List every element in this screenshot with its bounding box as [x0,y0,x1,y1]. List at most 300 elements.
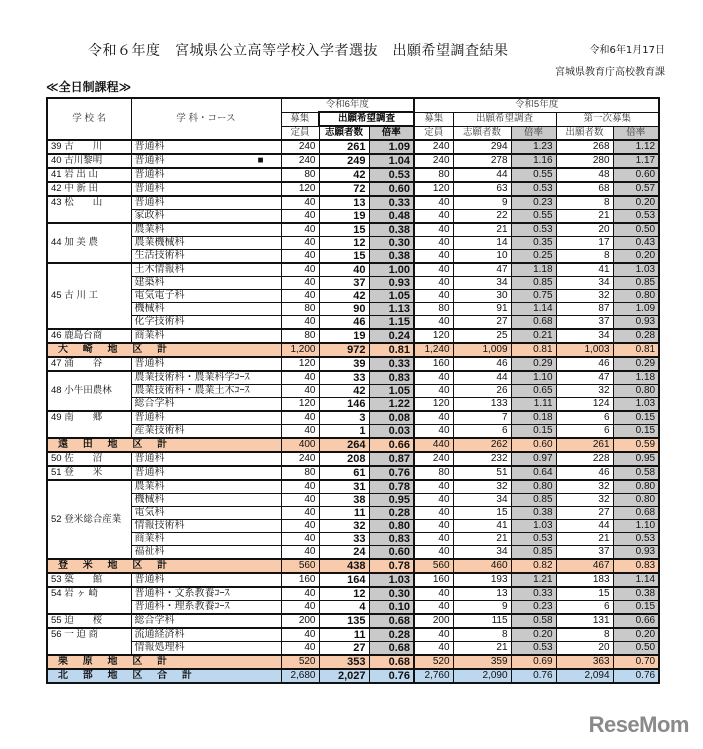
r6-ratio: 0.10 [369,601,414,615]
r6-capacity: 240 [281,452,319,466]
r5-first-ratio: 0.80 [613,494,659,507]
r6-capacity: 2,680 [281,669,319,683]
r5-first-applicants: 6 [556,411,613,425]
course-name: 農業技術科・農業土木ｺｰｽ [131,385,281,398]
r5-first-applicants: 37 [556,546,613,560]
r6-capacity: 120 [281,357,319,371]
r6-ratio: 0.60 [369,182,414,196]
r5-first-applicants: 8 [556,250,613,264]
r5-ratio: 0.64 [511,466,556,480]
r5-capacity: 40 [414,546,453,560]
table-row [47,494,659,507]
r5-ratio: 0.55 [511,210,556,224]
table-row [47,533,659,546]
school-name: 54 岩 ヶ 崎 [47,587,131,614]
r5-ratio: 0.21 [511,329,556,343]
r6-ratio: 0.24 [369,329,414,343]
r6-ratio: 0.78 [369,480,414,494]
r6-applicants: 72 [319,182,369,196]
r6-applicants: 208 [319,452,369,466]
r6-capacity: 40 [281,371,319,385]
r5-first-applicants: 68 [556,182,613,196]
r5-first-ratio: 0.95 [613,452,659,466]
course-name: 普通科 [131,182,281,196]
r5-first-ratio: 0.70 [613,655,659,669]
r5-applicants: 15 [453,507,511,520]
course-name: 土木情報科 [131,263,281,277]
subtotal-row [47,438,659,452]
r5-ratio: 0.80 [511,480,556,494]
header-capacity: 募集 [414,112,453,126]
r6-applicants: 13 [319,196,369,210]
r5-ratio: 0.15 [511,425,556,439]
r5-applicants: 91 [453,303,511,316]
r5-first-applicants: 44 [556,520,613,533]
school-name: 53 築 館 [47,573,131,587]
page-title: 令和６年度 宮城県公立高等学校入学者選抜 出願希望調査結果 [88,43,509,59]
r6-applicants: 264 [319,438,369,452]
r5-applicants: 34 [453,277,511,290]
r5-first-ratio: 0.15 [613,601,659,615]
r6-ratio: 0.48 [369,210,414,224]
r5-applicants: 10 [453,250,511,264]
table-row [47,140,659,154]
table-row [47,371,659,385]
r5-applicants: 51 [453,466,511,480]
r5-first-ratio: 1.17 [613,154,659,168]
r5-first-applicants: 17 [556,237,613,250]
r5-ratio: 0.75 [511,290,556,303]
r6-applicants: 2,027 [319,669,369,683]
r5-applicants: 7 [453,411,511,425]
r5-first-ratio: 0.50 [613,223,659,237]
school-name: 44 加 美 農 [47,223,131,263]
r6-capacity: 40 [281,546,319,560]
r5-first-applicants: 363 [556,655,613,669]
r5-applicants: 63 [453,182,511,196]
r5-first-ratio: 0.81 [613,343,659,357]
r5-first-ratio: 0.60 [613,168,659,182]
r6-ratio: 0.80 [369,520,414,533]
table-row [47,210,659,224]
r5-first-applicants: 87 [556,303,613,316]
r5-capacity: 520 [414,655,453,669]
r6-capacity: 40 [281,250,319,264]
r5-first-ratio: 0.28 [613,329,659,343]
school-name: 55 迫 桜 [47,614,131,628]
r5-capacity: 240 [414,140,453,154]
header-capacity-sub: 定員 [281,126,319,140]
course-name: 家政科 [131,210,281,224]
section-label: ≪全日制課程≫ [46,80,132,94]
table-row [47,507,659,520]
r5-first-applicants: 280 [556,154,613,168]
r5-first-ratio: 0.29 [613,357,659,371]
r5-ratio: 0.20 [511,628,556,642]
course-name: ■ 普通科 [131,154,281,168]
subtotal-row [47,559,659,573]
r5-ratio: 1.11 [511,398,556,412]
r5-first-applicants: 124 [556,398,613,412]
r6-applicants: 33 [319,533,369,546]
table-row [47,182,659,196]
course-name: 総合学科 [131,398,281,412]
course-name: 普通科 [131,140,281,154]
r5-first-applicants: 183 [556,573,613,587]
r5-capacity: 440 [414,438,453,452]
r5-ratio: 0.53 [511,223,556,237]
course-name: 商業科 [131,533,281,546]
r6-ratio: 0.76 [369,669,414,683]
r5-capacity: 40 [414,533,453,546]
r5-ratio: 0.53 [511,533,556,546]
table-row [47,250,659,264]
table-row [47,277,659,290]
r5-capacity: 40 [414,480,453,494]
r6-ratio: 0.68 [369,655,414,669]
r5-capacity: 40 [414,371,453,385]
r6-applicants: 19 [319,329,369,343]
r5-capacity: 120 [414,182,453,196]
r6-capacity: 200 [281,614,319,628]
school-name: 51 登 米 [47,466,131,480]
r5-applicants: 13 [453,587,511,601]
r6-applicants: 438 [319,559,369,573]
r6-applicants: 31 [319,480,369,494]
r5-applicants: 14 [453,237,511,250]
course-name: 機械科 [131,303,281,316]
course-name: 総合学科 [131,614,281,628]
r6-ratio: 1.05 [369,290,414,303]
r5-ratio: 0.81 [511,343,556,357]
r6-capacity: 40 [281,533,319,546]
r5-first-ratio: 0.85 [613,277,659,290]
r5-applicants: 9 [453,601,511,615]
r5-first-applicants: 21 [556,533,613,546]
r5-first-applicants: 131 [556,614,613,628]
r6-applicants: 146 [319,398,369,412]
r5-first-applicants: 37 [556,316,613,330]
r6-capacity: 560 [281,559,319,573]
r5-applicants: 6 [453,425,511,439]
r5-applicants: 26 [453,385,511,398]
r5-first-applicants: 46 [556,357,613,371]
r6-ratio: 1.00 [369,263,414,277]
header-course: 学 科・コース [131,98,281,140]
r5-first-ratio: 0.20 [613,250,659,264]
school-name: 40 古川黎明 [47,154,131,168]
r5-applicants: 21 [453,642,511,656]
r6-applicants: 37 [319,277,369,290]
r6-ratio: 0.93 [369,277,414,290]
r5-ratio: 0.55 [511,168,556,182]
header-r5-first: 第一次募集 [556,112,659,126]
r6-ratio: 1.13 [369,303,414,316]
r5-capacity: 40 [414,223,453,237]
r6-ratio: 0.78 [369,559,414,573]
r5-capacity: 80 [414,466,453,480]
course-name: 農業技術科・農業科学ｺｰｽ [131,371,281,385]
r5-first-applicants: 20 [556,223,613,237]
r5-ratio: 0.65 [511,385,556,398]
table-row [47,614,659,628]
course-name: 商業科 [131,329,281,343]
r6-ratio: 0.28 [369,507,414,520]
r6-ratio: 0.87 [369,452,414,466]
r5-applicants: 278 [453,154,511,168]
r6-ratio: 0.95 [369,494,414,507]
r5-ratio: 0.18 [511,411,556,425]
total-label: 北 部 地 区 合 計 [47,669,281,683]
r5-capacity: 40 [414,210,453,224]
r5-capacity: 40 [414,385,453,398]
r6-applicants: 135 [319,614,369,628]
course-name: 普通科 [131,466,281,480]
table-row [47,480,659,494]
header-applicants: 志願者数 [453,126,511,140]
r5-capacity: 560 [414,559,453,573]
table-row [47,520,659,533]
r5-applicants: 21 [453,533,511,546]
r5-first-applicants: 6 [556,601,613,615]
school-name: 49 南 郷 [47,411,131,438]
r5-first-ratio: 0.80 [613,290,659,303]
subtotal-label: 遠 田 地 区 計 [47,438,281,452]
r5-first-ratio: 0.20 [613,196,659,210]
header-capacity: 募集 [281,112,319,126]
r5-first-ratio: 0.53 [613,533,659,546]
r6-capacity: 40 [281,290,319,303]
r6-ratio: 0.60 [369,546,414,560]
r5-applicants: 21 [453,223,511,237]
r6-capacity: 40 [281,494,319,507]
course-name: 普通科 [131,411,281,425]
header-ratio: 倍率 [613,126,659,140]
r5-first-ratio: 0.43 [613,237,659,250]
r5-first-ratio: 1.12 [613,140,659,154]
r5-ratio: 0.23 [511,601,556,615]
total-row [47,669,659,683]
r5-ratio: 0.25 [511,250,556,264]
r5-first-ratio: 0.15 [613,425,659,439]
r5-first-ratio: 0.83 [613,559,659,573]
r5-first-ratio: 1.18 [613,371,659,385]
r6-capacity: 520 [281,655,319,669]
r6-ratio: 0.81 [369,343,414,357]
r5-ratio: 0.38 [511,507,556,520]
subtotal-label: 登 米 地 区 計 [47,559,281,573]
r6-capacity: 80 [281,168,319,182]
r5-first-ratio: 0.53 [613,210,659,224]
department: 宮城県教育庁高校教育課 [555,67,665,78]
course-name: 農業機械科 [131,237,281,250]
marker-icon: ■ [257,155,264,166]
header-r5-survey: 出願希望調査 [453,112,556,126]
r5-capacity: 120 [414,398,453,412]
r5-applicants: 30 [453,290,511,303]
resemom-logo: ReseMom [588,712,689,737]
r6-capacity: 40 [281,601,319,615]
school-name: 43 松 山 [47,196,131,223]
r5-ratio: 0.53 [511,182,556,196]
r6-capacity: 240 [281,154,319,168]
r5-first-ratio: 0.20 [613,628,659,642]
r6-ratio: 0.08 [369,411,414,425]
r5-first-ratio: 0.57 [613,182,659,196]
r6-applicants: 42 [319,385,369,398]
r5-applicants: 41 [453,520,511,533]
school-name: 39 古 川 [47,140,131,154]
r6-ratio: 0.30 [369,237,414,250]
r6-ratio: 1.22 [369,398,414,412]
r6-applicants: 12 [319,237,369,250]
r5-capacity: 40 [414,507,453,520]
r5-first-ratio: 0.59 [613,438,659,452]
course-name: 流通経済科 [131,628,281,642]
r5-capacity: 80 [414,168,453,182]
r5-ratio: 1.18 [511,263,556,277]
r6-ratio: 0.38 [369,223,414,237]
r5-first-ratio: 0.50 [613,642,659,656]
r5-capacity: 160 [414,573,453,587]
course-name: 普通科 [131,452,281,466]
r6-capacity: 40 [281,587,319,601]
r5-capacity: 40 [414,237,453,250]
r5-capacity: 40 [414,642,453,656]
r6-applicants: 42 [319,168,369,182]
table-row [47,587,659,601]
table-row [47,196,659,210]
r6-applicants: 38 [319,494,369,507]
r5-applicants: 47 [453,263,511,277]
r5-first-ratio: 0.93 [613,546,659,560]
r5-first-applicants: 467 [556,559,613,573]
table-row [47,628,659,642]
table-row [47,411,659,425]
r5-ratio: 0.68 [511,316,556,330]
r5-applicants: 27 [453,316,511,330]
r6-capacity: 40 [281,223,319,237]
r5-first-applicants: 48 [556,168,613,182]
r5-first-ratio: 0.80 [613,480,659,494]
r5-ratio: 0.53 [511,642,556,656]
r5-capacity: 80 [414,303,453,316]
r6-capacity: 40 [281,480,319,494]
r6-capacity: 80 [281,329,319,343]
r5-first-ratio: 0.93 [613,316,659,330]
table-row [47,452,659,466]
r5-capacity: 240 [414,452,453,466]
r5-first-applicants: 47 [556,371,613,385]
r5-ratio: 0.29 [511,357,556,371]
r6-applicants: 32 [319,520,369,533]
header-r5: 令和5年度 [414,98,659,112]
r6-ratio: 0.30 [369,587,414,601]
r5-first-applicants: 2,094 [556,669,613,683]
r5-first-applicants: 228 [556,452,613,466]
r6-ratio: 1.04 [369,154,414,168]
course-name: 電気科 [131,507,281,520]
table-row [47,237,659,250]
r5-ratio: 1.14 [511,303,556,316]
r6-applicants: 1 [319,425,369,439]
table-row [47,642,659,656]
r6-ratio: 1.03 [369,573,414,587]
r6-capacity: 80 [281,466,319,480]
r6-capacity: 40 [281,237,319,250]
table-row [47,316,659,330]
r6-applicants: 164 [319,573,369,587]
r5-applicants: 25 [453,329,511,343]
course-name: 化学技術科 [131,316,281,330]
table-row [47,425,659,439]
r5-first-applicants: 8 [556,196,613,210]
course-name: 農業科 [131,480,281,494]
r6-applicants: 261 [319,140,369,154]
header-r6: 令和6年度 [281,98,414,112]
r6-ratio: 0.76 [369,466,414,480]
r6-applicants: 15 [319,223,369,237]
r5-ratio: 0.85 [511,546,556,560]
r5-capacity: 40 [414,411,453,425]
r5-ratio: 0.85 [511,277,556,290]
header-first-applicants: 出願者数 [556,126,613,140]
r6-applicants: 353 [319,655,369,669]
r5-first-applicants: 27 [556,507,613,520]
course-name: 生活技術科 [131,250,281,264]
r5-capacity: 40 [414,628,453,642]
r6-ratio: 0.53 [369,168,414,182]
r5-ratio: 0.97 [511,452,556,466]
table-row [47,573,659,587]
subtotal-row [47,343,659,357]
r5-capacity: 40 [414,425,453,439]
r6-capacity: 40 [281,263,319,277]
r5-first-applicants: 21 [556,210,613,224]
r6-ratio: 0.33 [369,357,414,371]
r6-applicants: 42 [319,290,369,303]
r6-applicants: 39 [319,357,369,371]
school-name: 50 佐 沼 [47,452,131,466]
r5-applicants: 262 [453,438,511,452]
r5-first-applicants: 15 [556,587,613,601]
r5-applicants: 9 [453,196,511,210]
course-name: 建築科 [131,277,281,290]
r5-ratio: 1.03 [511,520,556,533]
r5-applicants: 46 [453,357,511,371]
table-row [47,357,659,371]
r6-ratio: 0.83 [369,533,414,546]
r6-ratio: 0.33 [369,196,414,210]
table-row [47,601,659,615]
r5-ratio: 0.82 [511,559,556,573]
r6-ratio: 0.68 [369,642,414,656]
r5-applicants: 34 [453,494,511,507]
r6-ratio: 0.38 [369,250,414,264]
header-ratio: 倍率 [369,126,414,140]
course-name: 情報技術科 [131,520,281,533]
r5-ratio: 0.60 [511,438,556,452]
r5-capacity: 240 [414,154,453,168]
r5-ratio: 1.10 [511,371,556,385]
course-name: 農業科 [131,223,281,237]
r5-first-ratio: 0.76 [613,669,659,683]
r5-applicants: 115 [453,614,511,628]
course-name: 普通科 [131,168,281,182]
r6-capacity: 40 [281,316,319,330]
school-name: 46 鹿島台商 [47,329,131,343]
date: 令和6年1月17日 [589,45,665,56]
